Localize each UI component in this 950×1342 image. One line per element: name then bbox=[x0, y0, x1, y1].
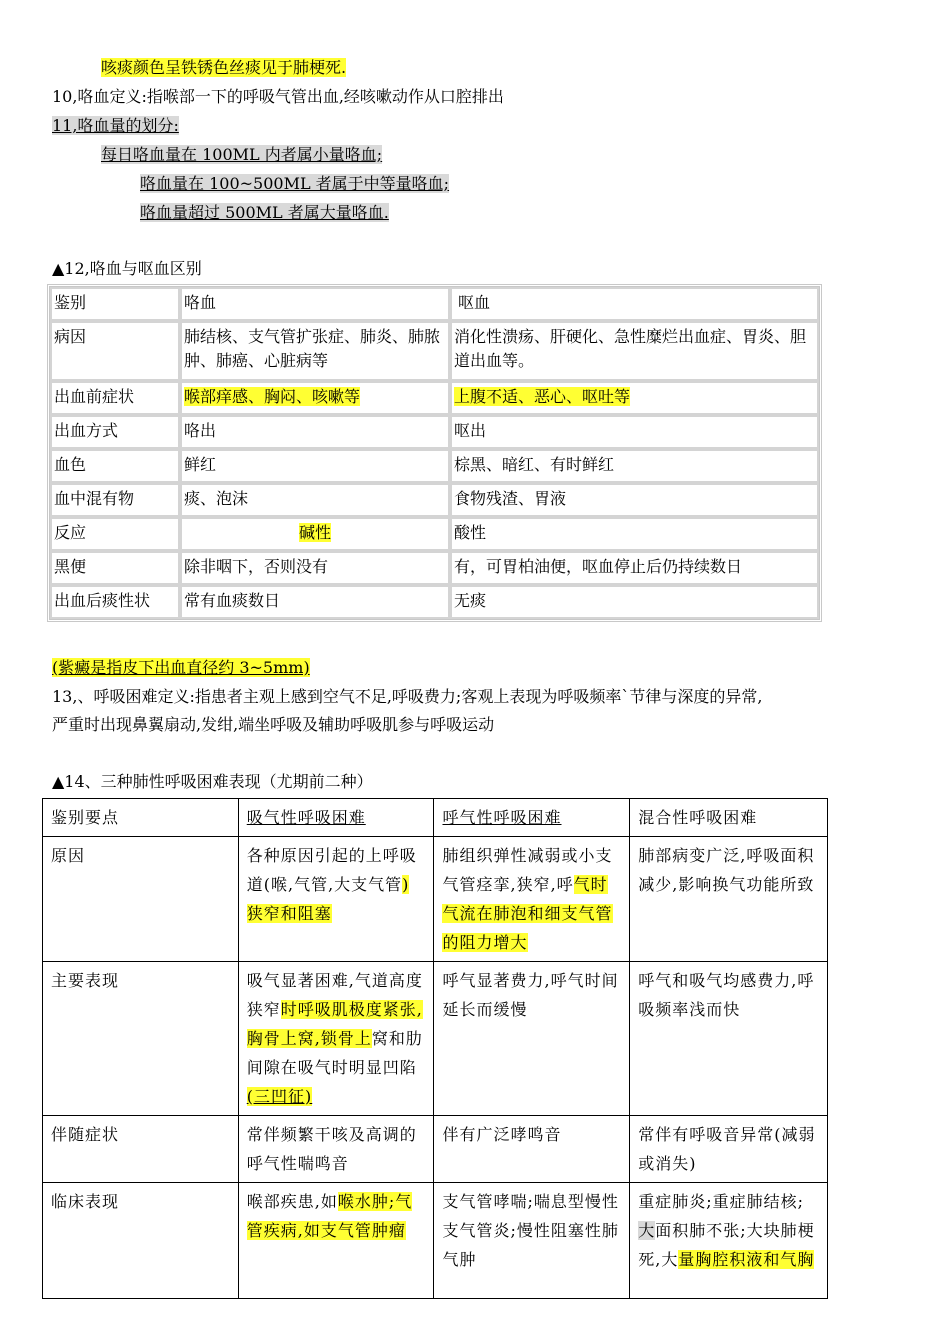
section12-title: ▲12,咯血与呕血区别 bbox=[52, 259, 202, 278]
row-label: 血中混有物 bbox=[50, 483, 180, 517]
header-cell: 鉴别 bbox=[50, 287, 180, 321]
row-label: 主要表现 bbox=[43, 962, 239, 1116]
table-row bbox=[50, 321, 819, 381]
cell: 喉部痒感、胸闷、咳嗽等 bbox=[180, 381, 450, 415]
highlighted-text: )狭窄和阻塞 bbox=[246, 875, 410, 923]
cell: 肺结核、支气管扩张症、肺炎、肺脓肿、肺癌、心脏病等 bbox=[180, 321, 450, 381]
medium-volume-line: 咯血量在 100~500ML 者属于中等量咯血; bbox=[140, 174, 450, 193]
row-label: 原因 bbox=[43, 837, 239, 962]
table-row bbox=[50, 585, 819, 619]
row-label: 反应 bbox=[50, 517, 180, 551]
cell: 除非咽下，否则没有 bbox=[180, 551, 450, 585]
table-row bbox=[50, 483, 819, 517]
hemoptysis-volume-heading: 11,咯血量的划分: bbox=[52, 116, 179, 135]
dyspnea-types-table bbox=[42, 798, 828, 1299]
row-label: 出血方式 bbox=[50, 415, 180, 449]
cell: 常伴频繁干咳及高调的呼气性喘鸣音 bbox=[238, 1116, 434, 1183]
header-cell: 鉴别要点 bbox=[43, 799, 239, 837]
header-cell: 吸气性呼吸困难 bbox=[238, 799, 434, 837]
cell: 呕出 bbox=[450, 415, 819, 449]
cell: 吸气显著困难,气道高度狭窄时呼吸肌极度紧张,胸骨上窝,锁骨上窝和肋间隙在吸气时明显凹陷(三凹征) bbox=[238, 962, 434, 1116]
table-header-row bbox=[50, 287, 819, 321]
highlighted-text: 大 bbox=[638, 1221, 656, 1240]
cell: 无痰 bbox=[450, 585, 819, 619]
cell: 鲜红 bbox=[180, 449, 450, 483]
row-label: 黑便 bbox=[50, 551, 180, 585]
table-row bbox=[43, 1183, 828, 1299]
cell: 上腹不适、恶心、呕吐等 bbox=[450, 381, 819, 415]
dyspnea-definition-line1: 13,、呼吸困难定义:指患者主观上感到空气不足,呼吸费力;客观上表现为呼吸频率`节律与深度的异常, bbox=[52, 687, 763, 706]
cell: 各种原因引起的上呼吸道(喉,气管,大支气管)狭窄和阻塞 bbox=[238, 837, 434, 962]
table-row bbox=[43, 837, 828, 962]
header-cell: 呼气性呼吸困难 bbox=[434, 799, 630, 837]
purpura-note: (紫癜是指皮下出血直径约 3~5mm) bbox=[52, 658, 310, 677]
highlighted-text: 喉水肿;气管疾病,如支气管肿瘤 bbox=[246, 1192, 413, 1240]
row-label: 病因 bbox=[50, 321, 180, 381]
table-row bbox=[50, 415, 819, 449]
cell: 咯出 bbox=[180, 415, 450, 449]
row-label: 出血后痰性状 bbox=[50, 585, 180, 619]
table-row bbox=[50, 381, 819, 415]
large-volume-line: 咯血量超过 500ML 者属大量咯血. bbox=[140, 203, 389, 222]
table-row bbox=[50, 517, 819, 551]
highlighted-text: 气时气流在肺泡和细支气管的阻力增大 bbox=[442, 875, 613, 952]
cell: 痰、泡沫 bbox=[180, 483, 450, 517]
table-header-row bbox=[43, 799, 828, 837]
highlighted-text: (三凹征) bbox=[246, 1087, 313, 1106]
highlighted-text: 时呼吸肌极度紧张,胸骨上窝,锁骨上 bbox=[246, 1000, 423, 1048]
cell: 常有血痰数日 bbox=[180, 585, 450, 619]
small-volume-line: 每日咯血量在 100ML 内者属小量咯血; bbox=[101, 145, 383, 164]
cell: 重症肺炎;重症肺结核;大面积肺不张;大块肺梗死,大量胸腔积液和气胸 bbox=[630, 1183, 828, 1299]
section14-title: ▲14、三种肺性呼吸困难表现（尤期前二种） bbox=[52, 772, 373, 791]
header-cell: 混合性呼吸困难 bbox=[630, 799, 828, 837]
cell: 棕黑、暗红、有时鲜红 bbox=[450, 449, 819, 483]
cell: 酸性 bbox=[450, 517, 819, 551]
hemoptysis-definition: 10,咯血定义:指喉部一下的呼吸气管出血,经咳嗽动作从口腔排出 bbox=[52, 87, 504, 106]
row-label: 血色 bbox=[50, 449, 180, 483]
cell: 肺部病变广泛,呼吸面积减少,影响换气功能所致 bbox=[630, 837, 828, 962]
header-cell: 咯血 bbox=[180, 287, 450, 321]
cell: 消化性溃疡、肝硬化、急性糜烂出血症、胃炎、胆道出血等。 bbox=[450, 321, 819, 381]
dyspnea-definition-line2: 严重时出现鼻翼扇动,发绀,端坐呼吸及辅助呼吸肌参与呼吸运动 bbox=[52, 715, 495, 734]
table-row bbox=[43, 1116, 828, 1183]
row-label: 临床表现 bbox=[43, 1183, 239, 1299]
row-label: 伴随症状 bbox=[43, 1116, 239, 1183]
header-cell: 呕血 bbox=[450, 287, 819, 321]
hemoptysis-vs-hematemesis-table bbox=[47, 284, 822, 622]
cell: 喉部疾患,如喉水肿;气管疾病,如支气管肿瘤 bbox=[238, 1183, 434, 1299]
cell: 常伴有呼吸音异常(减弱或消失) bbox=[630, 1116, 828, 1183]
table-row bbox=[50, 449, 819, 483]
cell: 呼气显著费力,呼气时间延长而缓慢 bbox=[434, 962, 630, 1116]
row-label: 出血前症状 bbox=[50, 381, 180, 415]
cell: 食物残渣、胃液 bbox=[450, 483, 819, 517]
cell: 伴有广泛哮鸣音 bbox=[434, 1116, 630, 1183]
cell: 碱性 bbox=[180, 517, 450, 551]
hemoptysis-color-note: 咳痰颜色呈铁锈色丝痰见于肺梗死. bbox=[101, 58, 347, 77]
highlighted-text: 量胸腔积液和气胸 bbox=[678, 1250, 815, 1269]
cell: 呼气和吸气均感费力,呼吸频率浅而快 bbox=[630, 962, 828, 1116]
table-row bbox=[43, 962, 828, 1116]
cell: 支气管哮喘;喘息型慢性支气管炎;慢性阻塞性肺气肿 bbox=[434, 1183, 630, 1299]
cell: 有，可胃柏油便，呕血停止后仍持续数日 bbox=[450, 551, 819, 585]
table-row bbox=[50, 551, 819, 585]
cell: 肺组织弹性减弱或小支气管痉挛,狭窄,呼气时气流在肺泡和细支气管的阻力增大 bbox=[434, 837, 630, 962]
